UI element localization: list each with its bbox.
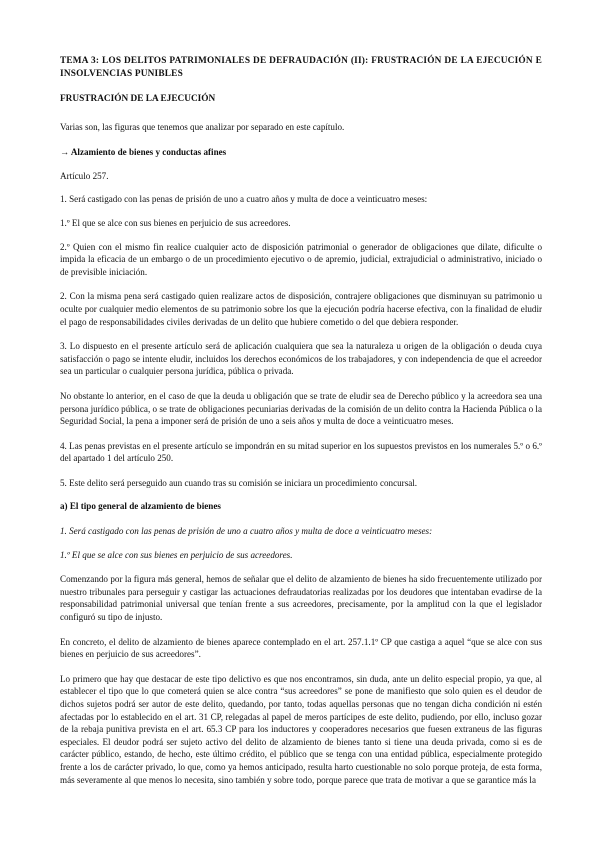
document-page — [60, 55, 542, 798]
body-paragraph-3: Lo primero que hay que destacar de este tipo delictivo es que nos encontramos, sin duda, ante un delito especial propio, ya que, al establecer el tipo que lo que cometerá quien se alce contra “sus acreedores” se pone de manifiesto que solo quien es el deudor de dichos sujetos podrá ser autor de este delito, quedando, por tanto, todas aquellas personas que no tengan dicha condición ni estén afectadas por lo establecido en el art. 31 CP, relegadas al papel de meros partícipes de este delito, pudiendo, por ello, incluso gozar de la rebaja punitiva prevista en el art. 65.3 CP para los inductores y cooperadores necesarios que fuesen extraneus de las figuras especiales. El deudor podrá ser sujeto activo del delito de alzamiento de bienes tanto si tiene una deuda privada, como si es de carácter público, estando, de hecho, este último crédito, el público que se tenga con una entidad pública, especialmente protegido frente a los de carácter privado, lo que, como ya hemos anticipado, resulta harto cuestionable no solo porque proteja, de esta forma, más severamente al que menos lo necesita, sino también y sobre todo, porque parece que trata de motivar a que se garantice más la — [60, 673, 542, 785]
paragraph-3b: No obstante lo anterior, en el caso de que la deuda u obligación que se trate de eludir sea de Derecho público y la acreedora sea una persona jurídico pública, o se trate de obligaciones pecuniarias derivadas de la comisión de un delito contra la Hacienda Pública o la Seguridad Social, la pena a imponer será de prisión de uno a seis años y multa de doce a veinticuatro meses. — [60, 390, 542, 427]
italic-quote-2: 1.º El que se alce con sus bienes en perjuicio de sus acreedores. — [60, 549, 293, 560]
paragraph-1-2: 2.º Quien con el mismo fin realice cualquier acto de disposición patrimonial o generador de obligaciones que dilate, dificulte o impida la eficacia de un embargo o de un procedimiento ejecutivo o de apremio, judicial, extrajudicial o administrativo, iniciado o de previsible iniciación. — [60, 241, 542, 277]
body-paragraph-1: Comenzando por la figura más general, hemos de señalar que el delito de alzamiento de bienes ha sido frecuentemente utilizado por nuestro tribunales para perseguir y castigar las actuaciones defraudatorias realizadas por los deudores que intentaban evadirse de la responsabilidad patrimonial universal que tenían frente a sus acreedores, precisamente, por la amplitud con la que el legislador configuró su tipo de injusto. — [60, 574, 542, 623]
paragraph-2: 2. Con la misma pena será castigado quien realizare actos de disposición, contrajere obligaciones que disminuyan su patrimonio u oculte por cualquier medio elementos de su patrimonio sobre los que la ejecución podría hacerse efectiva, con la finalidad de eludir el pago de responsabilidades civiles derivadas de un delito que hubiere cometido o del que debiera responder. — [60, 291, 542, 327]
paragraph-5: 5. Este delito será perseguido aun cuando tras su comisión se iniciara un procedimiento concursal. — [60, 477, 418, 488]
sub-heading: a) El tipo general de alzamiento de bienes — [60, 501, 221, 512]
paragraph-1: 1. Será castigado con las penas de prisión de uno a cuatro años y multa de doce a veinticuatro meses: — [60, 194, 428, 205]
paragraph-4: 4. Las penas previstas en el presente artículo se impondrán en su mitad superior en los supuestos previstos en los numerales 5.º o 6.º del apartado 1 del artículo 250. — [60, 440, 542, 464]
intro-paragraph: Varias son, las figuras que tenemos que analizar por separado en este capítulo. — [60, 121, 345, 132]
article-label: Artículo 257. — [60, 170, 109, 181]
section-heading: FRUSTRACIÓN DE LA EJECUCIÓN — [60, 94, 216, 104]
document-title: TEMA 3: LOS DELITOS PATRIMONIALES DE DEFRAUDACIÓN (II): FRUSTRACIÓN DE LA EJECUCIÓN E INSOLVENCIAS PUNIBLES — [60, 56, 542, 79]
paragraph-3: 3. Lo dispuesto en el presente artículo será de aplicación cualquiera que sea la naturaleza u origen de la obligación o deuda cuya satisfacción o pago se intente eludir, incluidos los derechos económicos de los trabajadores, y con independencia de que el acreedor sea un particular o cualquier persona jurídica, pública o privada. — [60, 341, 542, 377]
italic-quote-1: 1. Será castigado con las penas de prisión de uno a cuatro años y multa de doce a veinticuatro meses: — [60, 526, 433, 537]
paragraph-1-1: 1.º El que se alce con sus bienes en perjuicio de sus acreedores. — [60, 217, 291, 228]
body-paragraph-2: En concreto, el delito de alzamiento de bienes aparece contemplado en el art. 257.1.1º CP que castiga a aquel “que se alce con sus bienes en perjuicio de sus acreedores”. — [60, 636, 542, 660]
arrow-heading: → Alzamiento de bienes y conductas afines — [60, 147, 227, 158]
